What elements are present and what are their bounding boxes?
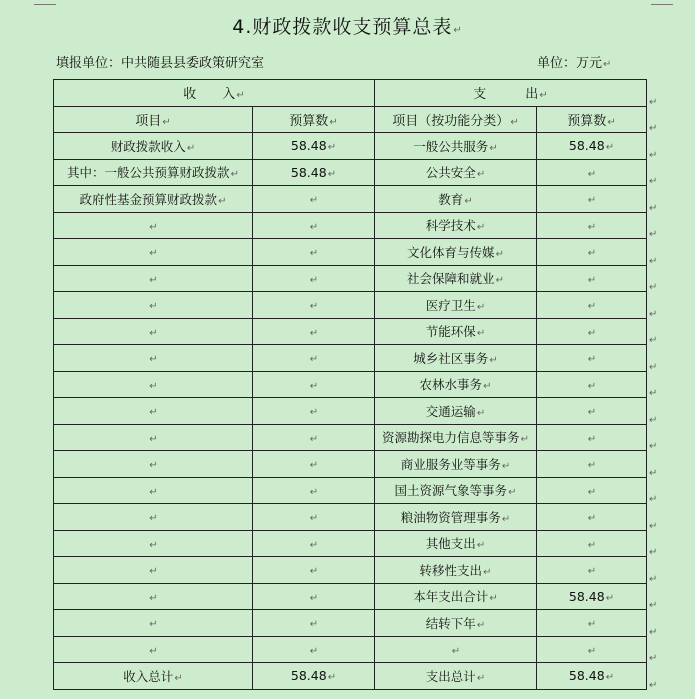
expense-budget-cell bbox=[537, 610, 647, 637]
paragraph-mark: ↵ bbox=[587, 619, 597, 631]
expense-budget-cell bbox=[537, 557, 647, 584]
income-item-cell bbox=[54, 557, 253, 584]
paragraph-mark: ↵ bbox=[451, 645, 461, 657]
paragraph-mark: ↵ bbox=[149, 380, 158, 392]
cell-text: 粮油物资管理事务 bbox=[400, 509, 501, 525]
expense-budget-cell bbox=[537, 424, 647, 451]
row-end-mark: ↵ bbox=[649, 547, 658, 559]
expense-item-cell bbox=[375, 186, 537, 213]
row-end-mark: ↵ bbox=[649, 573, 658, 585]
paragraph-mark: ↵ bbox=[149, 248, 158, 260]
cell-text: 其他支出 bbox=[425, 536, 476, 552]
expense-item-cell bbox=[375, 663, 537, 690]
paragraph-mark: ↵ bbox=[309, 407, 319, 419]
col-header-text: 预算数 bbox=[289, 113, 329, 129]
col-header-budget bbox=[253, 106, 375, 133]
paragraph-mark: ↵ bbox=[327, 672, 337, 684]
cell-text: 公共安全 bbox=[425, 165, 476, 181]
expense-item-cell bbox=[375, 292, 537, 319]
income-item-cell bbox=[54, 265, 253, 292]
expense-item-cell bbox=[375, 530, 537, 557]
paragraph-mark: ↵ bbox=[309, 566, 319, 578]
income-budget-cell bbox=[253, 398, 375, 425]
cell-text: 城乡社区事务 bbox=[413, 350, 489, 366]
income-item-cell bbox=[54, 292, 253, 319]
paragraph-mark: ↵ bbox=[309, 619, 319, 631]
paragraph-mark: ↵ bbox=[476, 301, 486, 313]
table-row bbox=[54, 318, 647, 345]
table-row bbox=[54, 610, 647, 637]
cell-text: 农林水事务 bbox=[419, 377, 483, 393]
paragraph-mark: ↵ bbox=[186, 142, 196, 154]
table-row bbox=[54, 663, 647, 690]
cell-text: 收入总计 bbox=[123, 668, 174, 684]
income-item-cell bbox=[54, 212, 253, 239]
income-budget-cell bbox=[253, 133, 375, 160]
expense-budget-cell bbox=[537, 133, 647, 160]
paragraph-mark: ↵ bbox=[605, 592, 615, 604]
paragraph-mark: ↵ bbox=[149, 486, 158, 498]
income-budget-cell bbox=[253, 345, 375, 372]
paragraph-mark: ↵ bbox=[309, 195, 319, 207]
paragraph-mark: ↵ bbox=[587, 539, 597, 551]
row-end-mark: ↵ bbox=[649, 520, 658, 532]
paragraph-mark: ↵ bbox=[476, 672, 486, 684]
expense-header-text: 支 出 bbox=[473, 87, 539, 103]
col-header-text: 项目 bbox=[135, 113, 162, 129]
income-item-cell bbox=[54, 398, 253, 425]
income-budget-cell bbox=[253, 530, 375, 557]
income-item-cell bbox=[54, 345, 253, 372]
cell-text: 58.48 bbox=[290, 164, 327, 180]
paragraph-mark: ↵ bbox=[587, 327, 597, 339]
table-row bbox=[54, 239, 647, 266]
expense-budget-cell bbox=[537, 663, 647, 690]
expense-budget-cell bbox=[537, 530, 647, 557]
expense-budget-cell bbox=[537, 265, 647, 292]
expense-budget-cell bbox=[537, 159, 647, 186]
income-item-cell bbox=[54, 186, 253, 213]
income-budget-cell bbox=[253, 424, 375, 451]
income-budget-cell bbox=[253, 212, 375, 239]
paragraph-mark: ↵ bbox=[149, 460, 158, 472]
table-row bbox=[54, 504, 647, 531]
expense-item-cell bbox=[375, 371, 537, 398]
expense-budget-cell bbox=[537, 583, 647, 610]
cell-text: 支出总计 bbox=[425, 668, 476, 684]
row-end-mark: ↵ bbox=[649, 679, 658, 691]
paragraph-mark: ↵ bbox=[230, 169, 239, 181]
row-end-mark: ↵ bbox=[649, 494, 658, 506]
col-header-text: 预算数 bbox=[567, 113, 607, 129]
paragraph-mark: ↵ bbox=[587, 645, 597, 657]
row-end-mark: ↵ bbox=[649, 414, 658, 426]
cell-text: 58.48 bbox=[290, 138, 327, 154]
paragraph-mark: ↵ bbox=[476, 540, 486, 552]
paragraph-mark: ↵ bbox=[587, 433, 597, 445]
paragraph-mark: ↵ bbox=[587, 354, 597, 366]
expense-header bbox=[375, 80, 647, 107]
row-end-mark: ↵ bbox=[649, 202, 658, 214]
paragraph-mark: ↵ bbox=[476, 407, 486, 419]
row-end-mark: ↵ bbox=[649, 653, 658, 665]
expense-item-cell bbox=[375, 451, 537, 478]
income-budget-cell bbox=[253, 583, 375, 610]
table-row bbox=[54, 159, 647, 186]
paragraph-mark: ↵ bbox=[149, 433, 158, 445]
income-budget-cell bbox=[253, 557, 375, 584]
income-item-cell bbox=[54, 583, 253, 610]
income-budget-cell bbox=[253, 318, 375, 345]
expense-budget-cell bbox=[537, 318, 647, 345]
income-budget-cell bbox=[253, 477, 375, 504]
income-budget-cell bbox=[253, 239, 375, 266]
income-budget-cell bbox=[253, 610, 375, 637]
cell-text: 文化体育与传媒 bbox=[407, 244, 495, 260]
paragraph-mark: ↵ bbox=[329, 116, 338, 128]
expense-item-cell bbox=[375, 159, 537, 186]
paragraph-mark: ↵ bbox=[587, 248, 597, 260]
income-item-cell bbox=[54, 610, 253, 637]
paragraph-mark: ↵ bbox=[309, 513, 319, 525]
paragraph-mark: ↵ bbox=[149, 221, 158, 233]
table-row bbox=[54, 636, 647, 663]
paragraph-mark: ↵ bbox=[510, 116, 519, 128]
paragraph-mark: ↵ bbox=[149, 619, 158, 631]
expense-item-cell bbox=[375, 477, 537, 504]
cell-text: 交通运输 bbox=[425, 403, 476, 419]
paragraph-mark: ↵ bbox=[587, 513, 597, 525]
income-budget-cell bbox=[253, 663, 375, 690]
paragraph-mark: ↵ bbox=[587, 460, 597, 472]
expense-item-cell bbox=[375, 133, 537, 160]
paragraph-mark: ↵ bbox=[587, 274, 597, 286]
income-item-cell bbox=[54, 504, 253, 531]
paragraph-mark: ↵ bbox=[476, 169, 486, 181]
paragraph-mark: ↵ bbox=[309, 539, 319, 551]
paragraph-mark: ↵ bbox=[149, 327, 158, 339]
paragraph-mark: ↵ bbox=[483, 566, 492, 578]
col-header-text: 项目（按功能分类） bbox=[392, 113, 510, 129]
income-item-cell bbox=[54, 636, 253, 663]
paragraph-mark: ↵ bbox=[587, 168, 597, 180]
paragraph-mark: ↵ bbox=[149, 566, 158, 578]
cell-text: 其中：一般公共预算财政拨款 bbox=[67, 165, 230, 181]
paragraph-mark: ↵ bbox=[149, 539, 158, 551]
currency-unit-text: 单位：万元 bbox=[537, 56, 603, 71]
paragraph-mark: ↵ bbox=[476, 619, 486, 631]
paragraph-mark: ↵ bbox=[309, 221, 319, 233]
paragraph-mark: ↵ bbox=[309, 327, 319, 339]
income-item-cell bbox=[54, 424, 253, 451]
row-end-mark: ↵ bbox=[649, 361, 658, 373]
paragraph-mark: ↵ bbox=[495, 248, 504, 260]
paragraph-mark: ↵ bbox=[174, 672, 183, 684]
expense-item-cell bbox=[375, 610, 537, 637]
cell-text: 资源勘探电力信息等事务 bbox=[382, 430, 520, 446]
paragraph-mark: ↵ bbox=[587, 486, 597, 498]
paragraph-mark: ↵ bbox=[501, 460, 511, 472]
cell-text: 社会保障和就业 bbox=[407, 271, 495, 287]
expense-budget-cell bbox=[537, 212, 647, 239]
paragraph-mark: ↵ bbox=[587, 301, 597, 313]
income-item-cell bbox=[54, 159, 253, 186]
expense-budget-cell bbox=[537, 504, 647, 531]
paragraph-mark: ↵ bbox=[603, 59, 612, 70]
cell-text: 本年支出合计 bbox=[413, 589, 489, 605]
cell-text: 财政拨款收入 bbox=[110, 138, 186, 154]
paragraph-mark: ↵ bbox=[453, 25, 463, 36]
table-row bbox=[54, 133, 647, 160]
paragraph-mark: ↵ bbox=[539, 90, 548, 102]
expense-item-cell bbox=[375, 265, 537, 292]
expense-budget-cell bbox=[537, 239, 647, 266]
row-end-mark: ↵ bbox=[649, 229, 658, 241]
paragraph-mark: ↵ bbox=[327, 168, 337, 180]
expense-budget-cell bbox=[537, 477, 647, 504]
table-row bbox=[54, 477, 647, 504]
row-end-mark: ↵ bbox=[649, 626, 658, 638]
row-end-mark: ↵ bbox=[649, 441, 658, 453]
expense-item-cell bbox=[375, 398, 537, 425]
expense-item-cell bbox=[375, 424, 537, 451]
expense-item-cell bbox=[375, 345, 537, 372]
cell-text: 教育 bbox=[438, 191, 464, 207]
income-budget-cell bbox=[253, 292, 375, 319]
cell-text: 58.48 bbox=[568, 138, 605, 154]
cell-text: 节能环保 bbox=[425, 324, 476, 340]
row-end-mark: ↵ bbox=[649, 600, 658, 612]
cell-text: 58.48 bbox=[568, 668, 605, 684]
income-budget-cell bbox=[253, 636, 375, 663]
income-budget-cell bbox=[253, 265, 375, 292]
paragraph-mark: ↵ bbox=[587, 566, 597, 578]
table-row bbox=[54, 186, 647, 213]
row-end-mark: ↵ bbox=[649, 176, 658, 188]
row-end-mark: ↵ bbox=[649, 467, 658, 479]
expense-budget-cell bbox=[537, 345, 647, 372]
cell-text: 国土资源气象等事务 bbox=[394, 483, 508, 499]
expense-item-cell bbox=[375, 318, 537, 345]
income-item-cell bbox=[54, 477, 253, 504]
income-budget-cell bbox=[253, 504, 375, 531]
paragraph-mark: ↵ bbox=[149, 645, 158, 657]
expense-item-cell bbox=[375, 636, 537, 663]
paragraph-mark: ↵ bbox=[476, 328, 486, 340]
expense-budget-cell bbox=[537, 636, 647, 663]
row-end-mark: ↵ bbox=[649, 96, 658, 108]
paragraph-mark: ↵ bbox=[149, 407, 158, 419]
paragraph-mark: ↵ bbox=[309, 592, 319, 604]
income-item-cell bbox=[54, 239, 253, 266]
paragraph-mark: ↵ bbox=[149, 274, 158, 286]
paragraph-mark: ↵ bbox=[236, 90, 245, 102]
income-item-cell bbox=[54, 451, 253, 478]
expense-item-cell bbox=[375, 239, 537, 266]
income-budget-cell bbox=[253, 186, 375, 213]
income-item-cell bbox=[54, 318, 253, 345]
income-header-text: 收 入 bbox=[183, 87, 236, 103]
currency-unit bbox=[537, 52, 611, 71]
paragraph-mark: ↵ bbox=[218, 195, 227, 207]
title-text: 4.财政拨款收支预算总表 bbox=[232, 16, 453, 38]
paragraph-mark: ↵ bbox=[309, 486, 319, 498]
cell-text: 结转下年 bbox=[425, 615, 476, 631]
paragraph-mark: ↵ bbox=[587, 407, 597, 419]
row-end-mark: ↵ bbox=[649, 282, 658, 294]
col-header-functional-item bbox=[375, 106, 537, 133]
paragraph-mark: ↵ bbox=[309, 380, 319, 392]
paragraph-mark: ↵ bbox=[309, 645, 319, 657]
paragraph-mark: ↵ bbox=[309, 248, 319, 260]
paragraph-mark: ↵ bbox=[149, 301, 158, 313]
cell-text: 58.48 bbox=[568, 588, 605, 604]
table-row bbox=[54, 398, 647, 425]
paragraph-mark: ↵ bbox=[162, 116, 171, 128]
paragraph-mark: ↵ bbox=[587, 221, 597, 233]
row-end-mark: ↵ bbox=[649, 123, 658, 135]
cell-text: 转移性支出 bbox=[419, 562, 483, 578]
expense-item-cell bbox=[375, 557, 537, 584]
col-header-item bbox=[54, 106, 253, 133]
income-item-cell bbox=[54, 371, 253, 398]
table-row bbox=[54, 292, 647, 319]
table-row bbox=[54, 557, 647, 584]
cell-text: 科学技术 bbox=[425, 218, 476, 234]
paragraph-mark: ↵ bbox=[476, 222, 486, 234]
income-budget-cell bbox=[253, 159, 375, 186]
section-header-row bbox=[54, 80, 647, 107]
expense-budget-cell bbox=[537, 451, 647, 478]
paragraph-mark: ↵ bbox=[149, 354, 158, 366]
row-end-mark: ↵ bbox=[649, 255, 658, 267]
income-item-cell bbox=[54, 530, 253, 557]
reporting-unit: 填报单位：中共随县县委政策研究室 bbox=[56, 56, 265, 71]
income-budget-cell bbox=[253, 451, 375, 478]
cell-text: 政府性基金预算财政拨款 bbox=[79, 191, 218, 207]
table-row bbox=[54, 530, 647, 557]
paragraph-mark: ↵ bbox=[309, 274, 319, 286]
paragraph-mark: ↵ bbox=[605, 672, 615, 684]
table-row bbox=[54, 371, 647, 398]
paragraph-mark: ↵ bbox=[489, 142, 498, 154]
income-header bbox=[54, 80, 375, 107]
paragraph-mark: ↵ bbox=[489, 593, 498, 605]
document-title bbox=[0, 12, 695, 39]
row-end-mark: ↵ bbox=[649, 308, 658, 320]
paragraph-mark: ↵ bbox=[501, 513, 511, 525]
table-row bbox=[54, 212, 647, 239]
paragraph-mark: ↵ bbox=[309, 354, 319, 366]
paragraph-mark: ↵ bbox=[309, 460, 319, 472]
paragraph-mark: ↵ bbox=[587, 195, 597, 207]
cell-text: 医疗卫生 bbox=[425, 297, 476, 313]
cell-text: 一般公共服务 bbox=[413, 138, 489, 154]
expense-budget-cell bbox=[537, 398, 647, 425]
paragraph-mark: ↵ bbox=[149, 513, 158, 525]
expense-item-cell bbox=[375, 212, 537, 239]
col-header-budget bbox=[537, 106, 647, 133]
expense-budget-cell bbox=[537, 371, 647, 398]
row-end-mark: ↵ bbox=[649, 335, 658, 347]
table-row bbox=[54, 424, 647, 451]
cell-text: 58.48 bbox=[290, 668, 327, 684]
cell-text: 商业服务业等事务 bbox=[400, 456, 501, 472]
expense-item-cell bbox=[375, 583, 537, 610]
expense-item-cell bbox=[375, 504, 537, 531]
paragraph-mark: ↵ bbox=[309, 301, 319, 313]
paragraph-mark: ↵ bbox=[495, 275, 504, 287]
table-row bbox=[54, 265, 647, 292]
paragraph-mark: ↵ bbox=[520, 434, 529, 446]
income-item-cell bbox=[54, 133, 253, 160]
page-corner-mark-left bbox=[34, 0, 56, 5]
page-corner-mark-right bbox=[651, 0, 673, 5]
income-item-cell bbox=[54, 663, 253, 690]
income-budget-cell bbox=[253, 371, 375, 398]
row-end-mark: ↵ bbox=[649, 149, 658, 161]
paragraph-mark: ↵ bbox=[607, 116, 616, 128]
paragraph-mark: ↵ bbox=[309, 433, 319, 445]
paragraph-mark: ↵ bbox=[489, 354, 498, 366]
paragraph-mark: ↵ bbox=[508, 487, 517, 499]
budget-table bbox=[53, 79, 647, 690]
paragraph-mark: ↵ bbox=[149, 592, 158, 604]
table-row bbox=[54, 451, 647, 478]
paragraph-mark: ↵ bbox=[464, 195, 473, 207]
paragraph-mark: ↵ bbox=[587, 380, 597, 392]
paragraph-mark: ↵ bbox=[483, 381, 492, 393]
expense-budget-cell bbox=[537, 292, 647, 319]
paragraph-mark: ↵ bbox=[605, 142, 615, 154]
paragraph-mark: ↵ bbox=[327, 142, 337, 154]
row-end-mark: ↵ bbox=[649, 388, 658, 400]
table-row bbox=[54, 583, 647, 610]
table-row bbox=[54, 345, 647, 372]
column-header-row bbox=[54, 106, 647, 133]
expense-budget-cell bbox=[537, 186, 647, 213]
